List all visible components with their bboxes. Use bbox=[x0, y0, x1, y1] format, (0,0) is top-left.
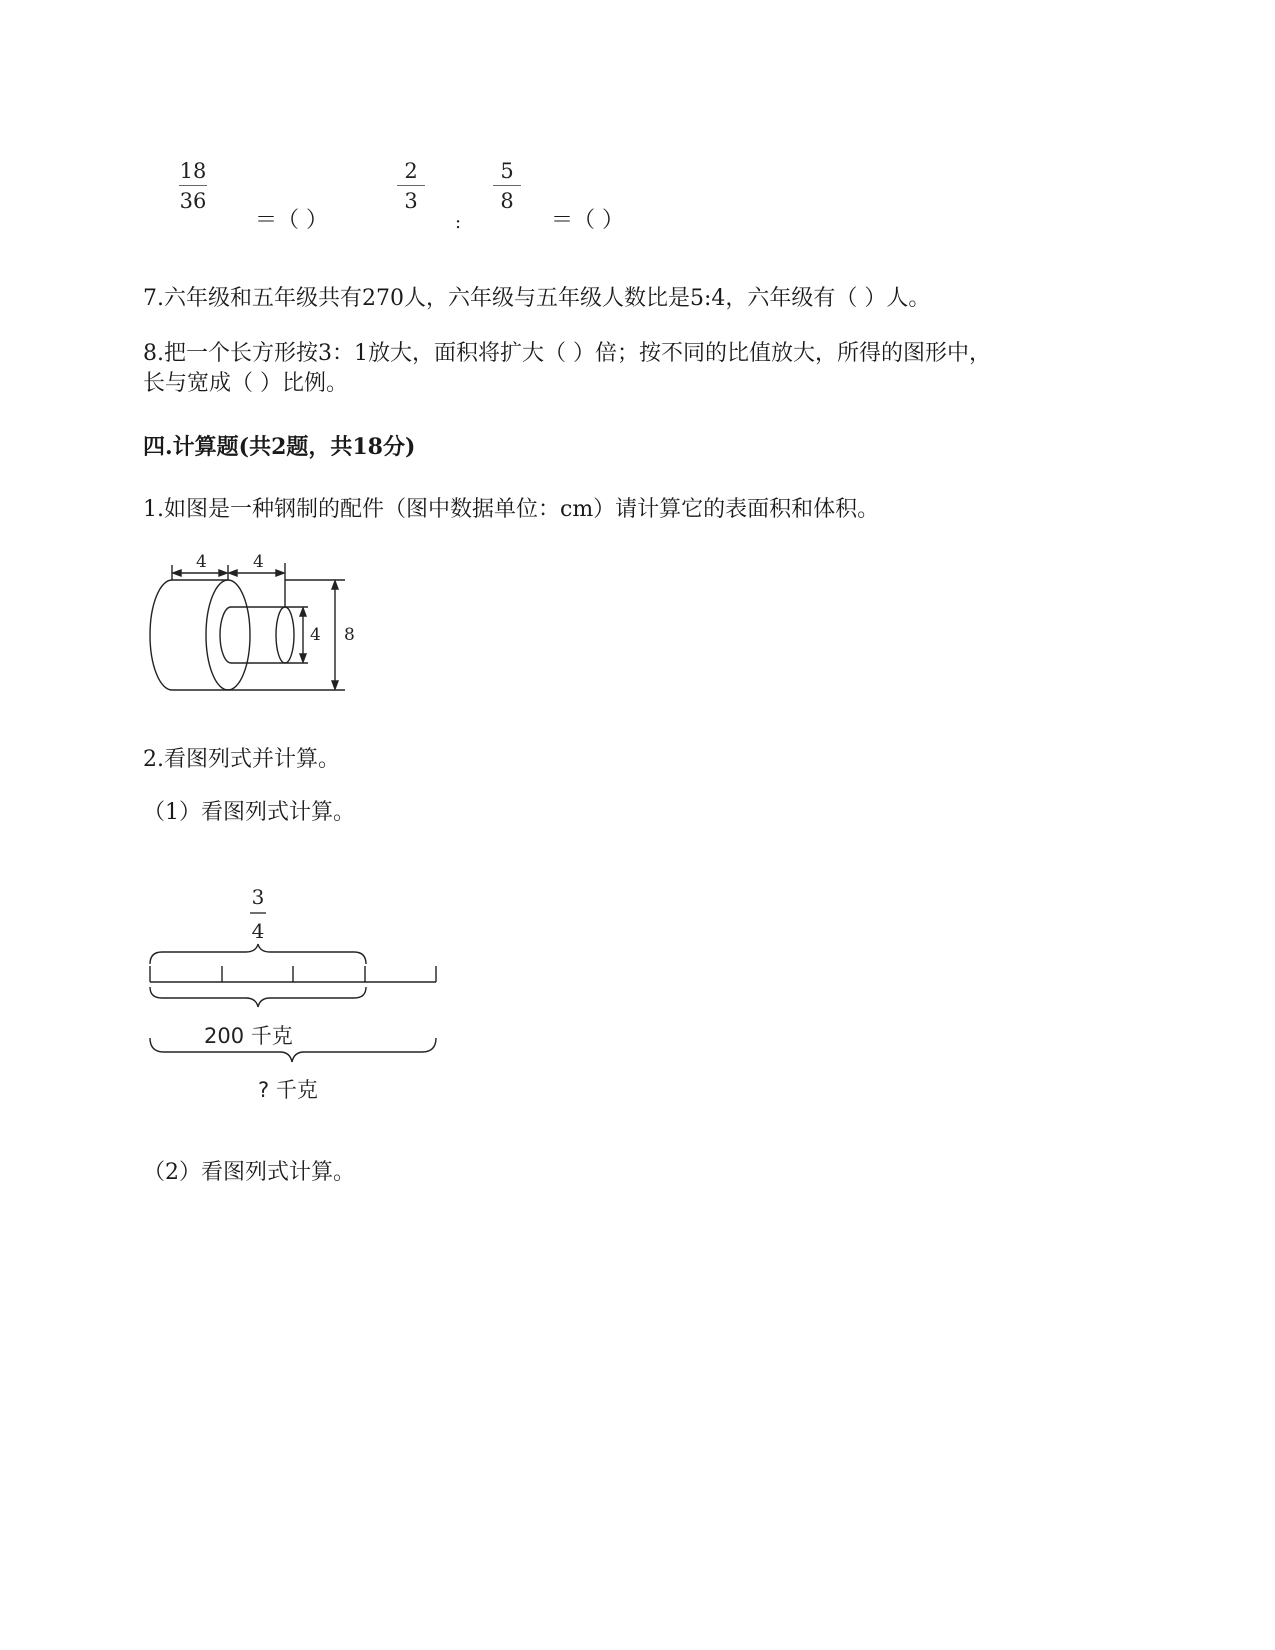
diagram-fraction-denominator: 4 bbox=[251, 919, 265, 943]
section-heading: 四.计算题(共2题，共18分) bbox=[143, 434, 416, 460]
fraction-bar bbox=[397, 185, 425, 186]
equals-blank-1: ＝（ ） bbox=[255, 208, 328, 233]
fraction-numerator: 5 bbox=[500, 159, 514, 183]
fraction-18-36 bbox=[171, 158, 215, 214]
fraction-numerator: 2 bbox=[404, 159, 418, 183]
dim-label-top-left: 4 bbox=[196, 552, 207, 572]
segment-diagram bbox=[140, 880, 450, 1110]
question-8-line-2: 长与宽成（ ）比例。 bbox=[143, 371, 348, 396]
steel-part-figure bbox=[140, 545, 370, 700]
question-7: 7.六年级和五年级共有270人，六年级与五年级人数比是5:4，六年级有（ ）人。 bbox=[143, 286, 931, 311]
part-brace bbox=[150, 987, 366, 1007]
fraction-5-8 bbox=[485, 158, 529, 214]
dim-label-inner: 4 bbox=[310, 625, 321, 645]
fraction-denominator: 8 bbox=[500, 189, 514, 213]
whole-label: ? 千克 bbox=[258, 1078, 318, 1102]
whole-brace bbox=[150, 1038, 436, 1062]
fraction-denominator: 36 bbox=[179, 189, 207, 213]
dim-label-outer: 8 bbox=[344, 625, 355, 645]
fraction-bar bbox=[493, 185, 521, 186]
calc-question-1: 1.如图是一种钢制的配件（图中数据单位：cm）请计算它的表面积和体积。 bbox=[143, 497, 880, 522]
fraction-bar bbox=[179, 185, 207, 186]
fraction-denominator: 3 bbox=[404, 189, 418, 213]
calc-question-2-part-2: （2）看图列式计算。 bbox=[143, 1160, 355, 1185]
fraction-2-3 bbox=[389, 158, 433, 214]
ratio-colon: : bbox=[455, 212, 462, 233]
part-label: 200 千克 bbox=[204, 1024, 293, 1048]
fraction-numerator: 18 bbox=[179, 159, 207, 183]
top-brace bbox=[150, 944, 366, 964]
equals-blank-2: ＝（ ） bbox=[551, 208, 624, 233]
question-8-line-1: 8.把一个长方形按3：1放大，面积将扩大（ ）倍；按不同的比值放大，所得的图形中， bbox=[143, 341, 991, 366]
calc-question-2: 2.看图列式并计算。 bbox=[143, 747, 340, 772]
dim-label-top-right: 4 bbox=[253, 552, 264, 572]
calc-question-2-part-1: （1）看图列式计算。 bbox=[143, 800, 355, 825]
diagram-fraction-numerator: 3 bbox=[251, 885, 265, 909]
